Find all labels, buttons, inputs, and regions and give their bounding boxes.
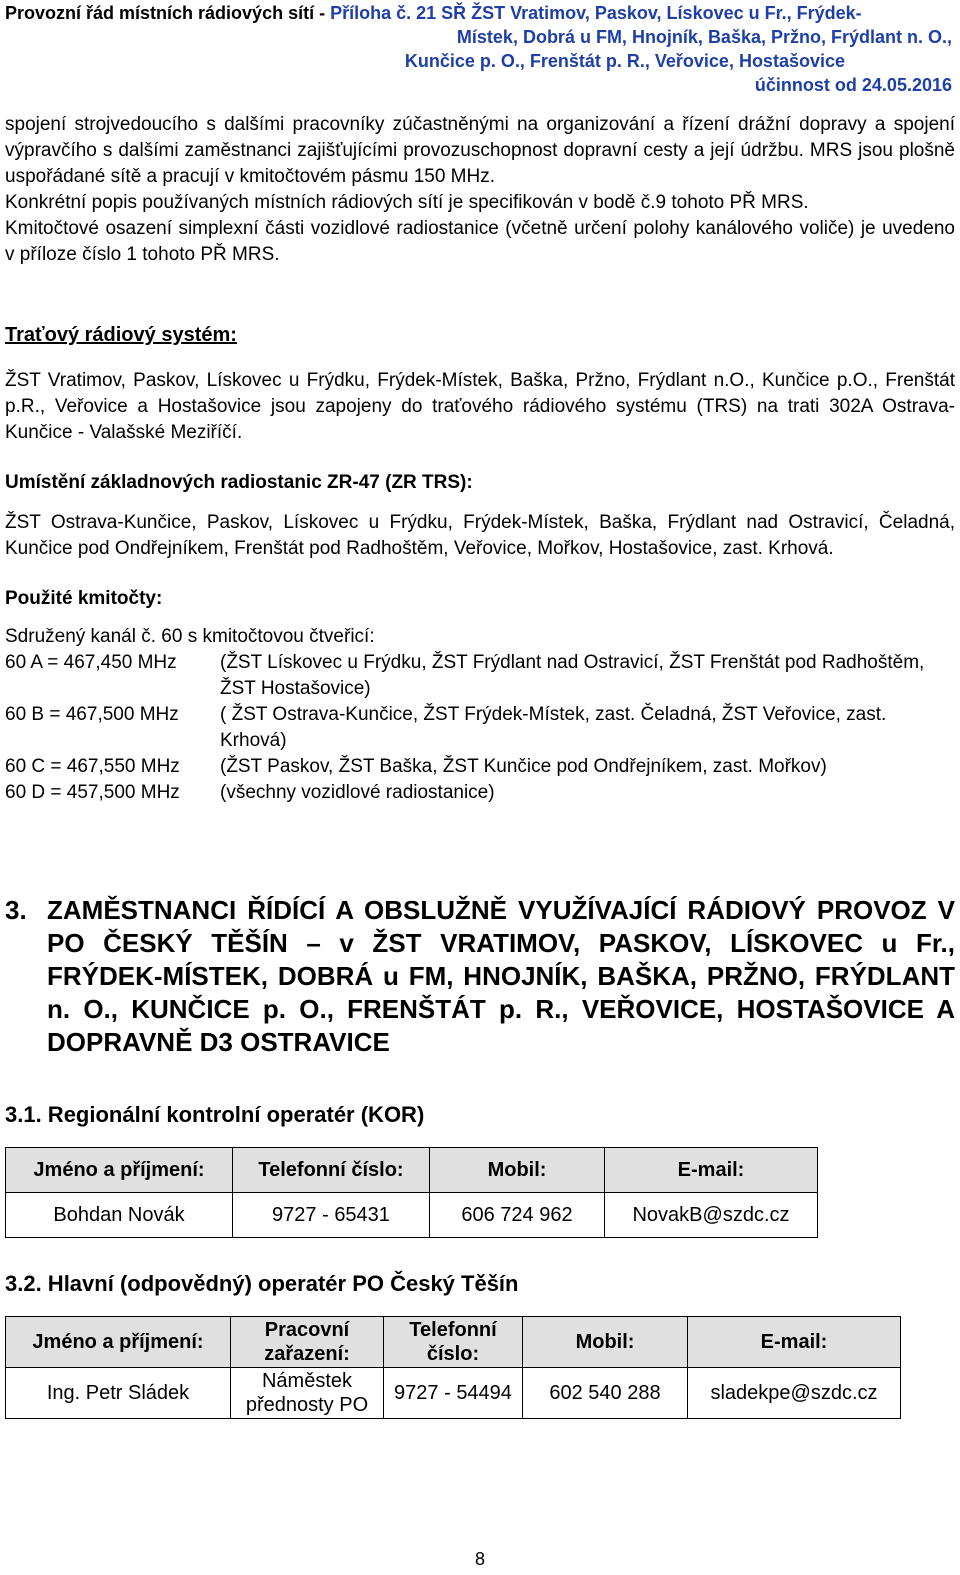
- section-3-2-heading: 3.2. Hlavní (odpovědný) operatér PO Český Těšín: [5, 1271, 519, 1296]
- stations-text: ŽST Ostrava-Kunčice, Paskov, Lískovec u Frýdku, Frýdek-Místek, Baška, Frýdlant nad Ostravicí, Čeladná, Kunčice pod Ondřejníkem, Frenštát pod Radhoštěm, Veřovice, Mořkov, Hostašovice, zast. Krhová.: [5, 512, 955, 559]
- frequency-description: ( ŽST Ostrava-Kunčice, ŽST Frýdek-Místek, zast. Čeladná, ŽST Veřovice, zast. Krhová): [220, 704, 887, 751]
- table-cell: 9727 - 54494: [384, 1368, 523, 1419]
- column-header: Telefonní číslo:: [384, 1317, 523, 1368]
- frequency-description: (všechny vozidlové radiostanice): [220, 782, 495, 803]
- section-3-heading: [5, 894, 955, 1059]
- table-cell: 602 540 288: [523, 1368, 688, 1419]
- table-cell: 606 724 962: [430, 1193, 605, 1238]
- frequency-description: (ŽST Paskov, ŽST Baška, ŽST Kunčice pod Ondřejníkem, zast. Mořkov): [220, 756, 827, 777]
- section-3-1-heading: 3.1. Regionální kontrolní operatér (KOR): [5, 1102, 425, 1127]
- header-line-3: Kunčice p. O., Frenštát p. R., Veřovice, Hostašovice: [404, 51, 845, 71]
- header-effective-date: účinnost od 24.05.2016: [754, 75, 952, 95]
- stations-heading: Umístění základnových radiostanic ZR-47 (ZR TRS):: [5, 472, 473, 493]
- frequency-item: [5, 650, 955, 702]
- table-cell: NovakB@szdc.cz: [605, 1193, 818, 1238]
- column-header: Jméno a příjmení:: [6, 1317, 231, 1368]
- operator-table: [5, 1316, 901, 1419]
- column-header: Mobil:: [430, 1148, 605, 1193]
- header-title: Provozní řád místních rádiových sítí -: [5, 3, 326, 23]
- header-line-2: Místek, Dobrá u FM, Hnojník, Baška, Pržno, Frýdlant n. O.,: [456, 27, 952, 47]
- table-row: [6, 1193, 818, 1238]
- frequency-item: [5, 702, 955, 754]
- frequency-label: 60 D = 457,500 MHz: [5, 782, 180, 803]
- column-header: Jméno a příjmení:: [6, 1148, 233, 1193]
- frequency-description: (ŽST Lískovec u Frýdku, ŽST Frýdlant nad Ostravicí, ŽST Frenštát pod Radhoštěm, ŽST Hostašovice): [220, 652, 925, 699]
- column-header: E-mail:: [688, 1317, 901, 1368]
- frequency-item: [5, 754, 955, 780]
- table-row: [6, 1368, 901, 1419]
- page-content: [5, 112, 955, 1419]
- table-cell: Náměstek přednosty PO: [231, 1368, 384, 1419]
- header-line-1: [5, 2, 862, 24]
- column-header: Telefonní číslo:: [233, 1148, 430, 1193]
- intro-paragraph-1: spojení strojvedoucího s dalšími pracovníky zúčastněnými na organizování a řízení drážní dopravy a spojení výpravčího s dalšími zaměstnanci zajišťujícími provozuschopnost dopravní cesty a její údržbu. MRS jsou plošně uspořádané sítě a pracují v kmitočtovém pásmu 150 MHz.: [5, 114, 955, 187]
- channel-text: Sdružený kanál č. 60 s kmitočtovou čtveřicí:: [5, 626, 375, 647]
- frequency-item: [5, 780, 955, 806]
- column-header: Pracovní zařazení:: [231, 1317, 384, 1368]
- section-3-number: 3.: [5, 895, 27, 925]
- intro-paragraph-3: Kmitočtové osazení simplexní části vozidlové radiostanice (včetně určení polohy kanálového voliče) je uvedeno v příloze číslo 1 tohoto PŘ MRS.: [5, 218, 955, 265]
- trs-text: ŽST Vratimov, Paskov, Lískovec u Frýdku, Frýdek-Místek, Baška, Pržno, Frýdlant n.O., Kunčice p.O., Frenštát p.R., Veřovice a Hostašovice jsou zapojeny do traťového rádiového systému (TRS) na trati 302A Ostrava-Kunčice - Valašské Meziříčí.: [5, 370, 955, 443]
- column-header: E-mail:: [605, 1148, 818, 1193]
- table-cell: Ing. Petr Sládek: [6, 1368, 231, 1419]
- column-header: Mobil:: [523, 1317, 688, 1368]
- kor-table: [5, 1147, 818, 1238]
- header-annex: Příloha č. 21 SŘ ŽST Vratimov, Paskov, Lískovec u Fr., Frýdek-: [330, 3, 862, 23]
- frequencies-heading: Použité kmitočty:: [5, 588, 163, 609]
- table-header-row: [6, 1317, 901, 1368]
- intro-paragraph-2: Konkrétní popis používaných místních rádiových sítí je specifikován v bodě č.9 tohoto PŘ MRS.: [5, 192, 809, 213]
- frequency-label: 60 A = 467,450 MHz: [5, 652, 177, 673]
- page-header: [0, 2, 960, 98]
- table-cell: 9727 - 65431: [233, 1193, 430, 1238]
- page-number: 8: [474, 1549, 485, 1569]
- table-header-row: [6, 1148, 818, 1193]
- table-cell: Bohdan Novák: [6, 1193, 233, 1238]
- section-3-title: ZAMĚSTNANCI ŘÍDÍCÍ A OBSLUŽNĚ VYUŽÍVAJÍCÍ RÁDIOVÝ PROVOZ V PO ČESKÝ TĚŠÍN – v ŽST VRATIMOV, PASKOV, LÍSKOVEC u Fr., FRÝDEK-MÍSTEK, DOBRÁ u FM, HNOJNÍK, BAŠKA, PRŽNO, FRÝDLANT n. O., KUNČICE p. O., FRENŠTÁT p. R., VEŘOVICE, HOSTAŠOVICE A DOPRAVNĚ D3 OSTRAVICE: [47, 895, 955, 1057]
- table-cell: sladekpe@szdc.cz: [688, 1368, 901, 1419]
- frequency-label: 60 B = 467,500 MHz: [5, 704, 179, 725]
- frequency-label: 60 C = 467,550 MHz: [5, 756, 180, 777]
- trs-heading: Traťový rádiový systém:: [5, 324, 237, 346]
